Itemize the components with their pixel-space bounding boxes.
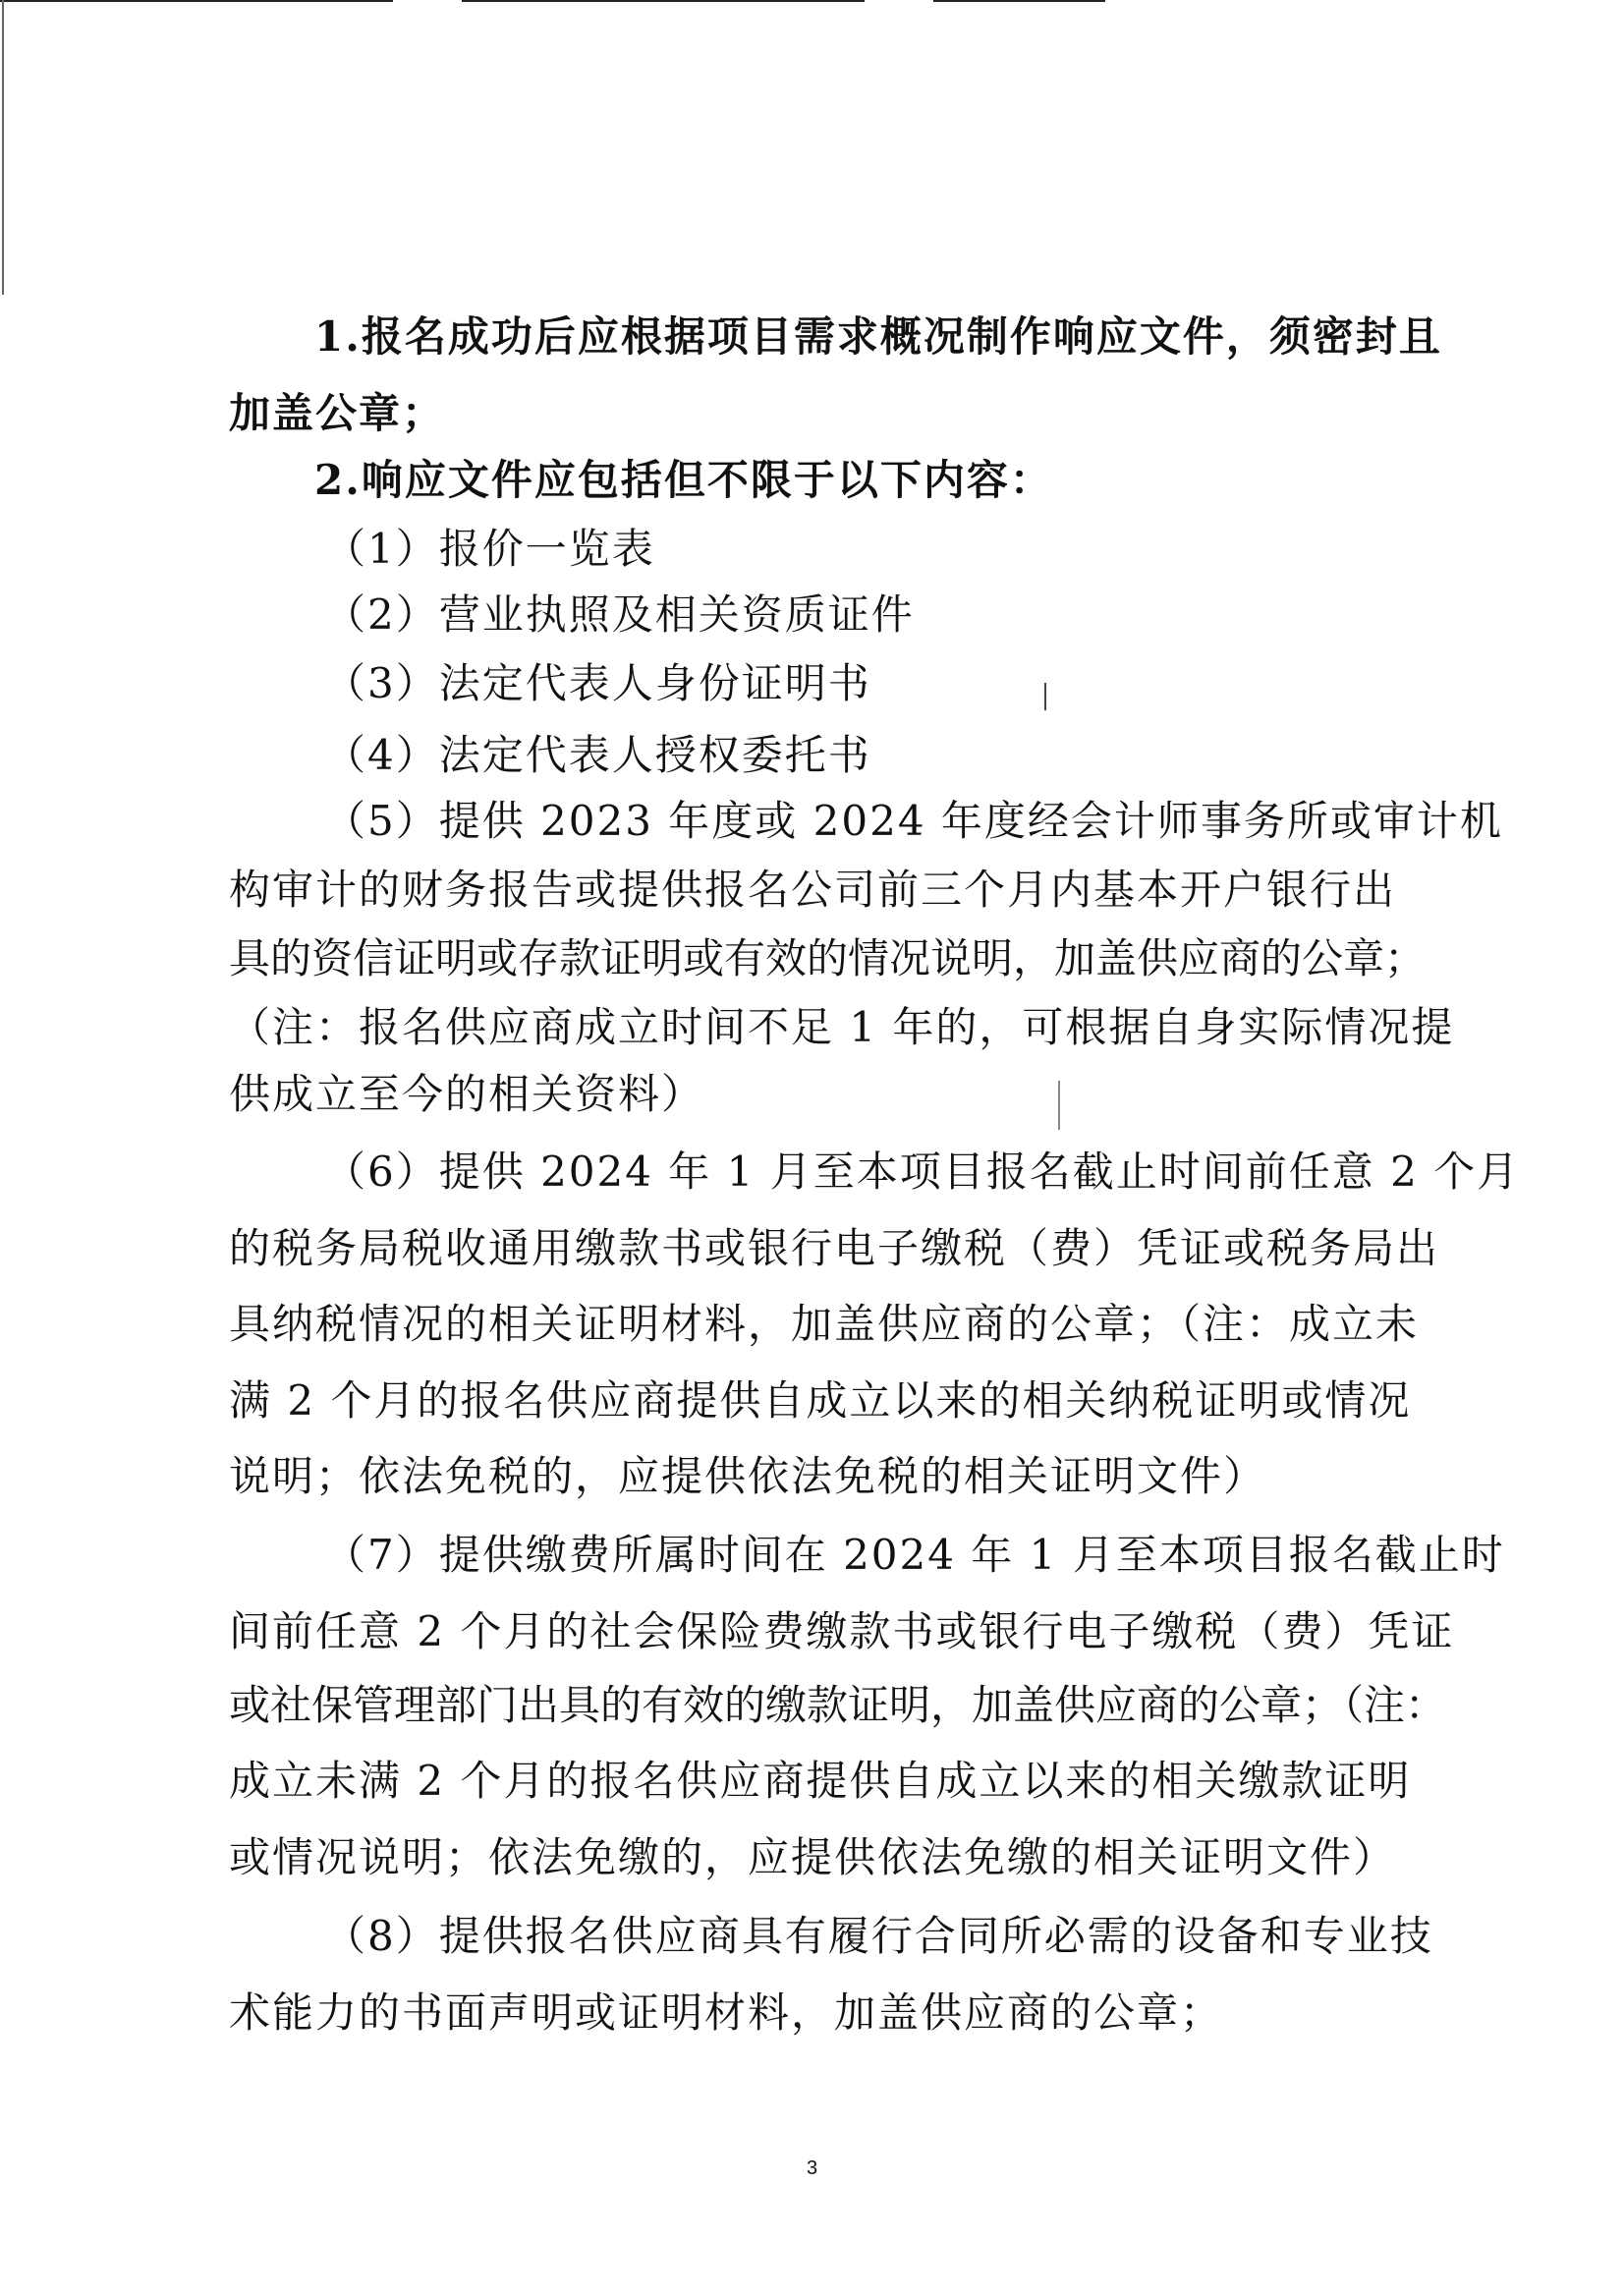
list-item-7-line-3: 或社保管理部门出具的有效的缴款证明，加盖供应商的公章；（注： [229, 1681, 1447, 1729]
list-item-7-line-2: 间前任意 2 个月的社会保险费缴款书或银行电子缴税（费）凭证 [229, 1607, 1455, 1655]
list-item-6-line-4: 满 2 个月的报名供应商提供自成立以来的相关纳税证明或情况 [229, 1376, 1412, 1425]
list-item-6-line-5: 说明；依法免税的，应提供依法免税的相关证明文件） [229, 1452, 1267, 1500]
page-number: 3 [806, 2157, 818, 2179]
list-item-7-line-1: （7）提供缴费所属时间在 2024 年 1 月至本项目报名截止时 [324, 1531, 1505, 1579]
paragraph-2-heading: 2.响应文件应包括但不限于以下内容： [314, 456, 1053, 504]
list-item-5-line-5: 供成立至今的相关资料） [229, 1070, 705, 1118]
list-item-5-line-3: 具的资信证明或存款证明或有效的情况说明，加盖供应商的公章； [229, 934, 1427, 982]
paragraph-1-line-2: 加盖公章； [229, 389, 446, 437]
list-item-6-line-3: 具纳税情况的相关证明材料，加盖供应商的公章；（注：成立未 [229, 1300, 1420, 1348]
paragraph-1-line-1: 1.报名成功后应根据项目需求概况制作响应文件，须密封且 [314, 312, 1442, 361]
list-item-5-line-4: （注：报名供应商成立时间不足 1 年的，可根据自身实际情况提 [229, 1003, 1455, 1051]
list-item-5-line-1: （5）提供 2023 年度或 2024 年度经会计师事务所或审计机 [324, 797, 1503, 845]
list-item-8-line-2: 术能力的书面声明或证明材料，加盖供应商的公章； [229, 1988, 1224, 2037]
list-item-2: （2）营业执照及相关资质证件 [324, 590, 915, 639]
list-item-7-line-4: 成立未满 2 个月的报名供应商提供自成立以来的相关缴款证明 [229, 1757, 1412, 1805]
list-item-1: （1）报价一览表 [324, 525, 655, 573]
list-item-3: （3）法定代表人身份证明书 [324, 659, 871, 707]
list-item-7-line-5: 或情况说明；依法免缴的，应提供依法免缴的相关证明文件） [229, 1833, 1397, 1881]
list-item-6-line-1: （6）提供 2024 年 1 月至本项目报名截止时间前任意 2 个月 [324, 1148, 1521, 1196]
list-item-8-line-1: （8）提供报名供应商具有履行合同所必需的设备和专业技 [324, 1912, 1433, 1960]
list-item-6-line-2: 的税务局税收通用缴款书或银行电子缴税（费）凭证或税务局出 [229, 1224, 1440, 1272]
list-item-4: （4）法定代表人授权委托书 [324, 731, 871, 779]
list-item-5-line-2: 构审计的财务报告或提供报名公司前三个月内基本开户银行出 [229, 866, 1397, 914]
